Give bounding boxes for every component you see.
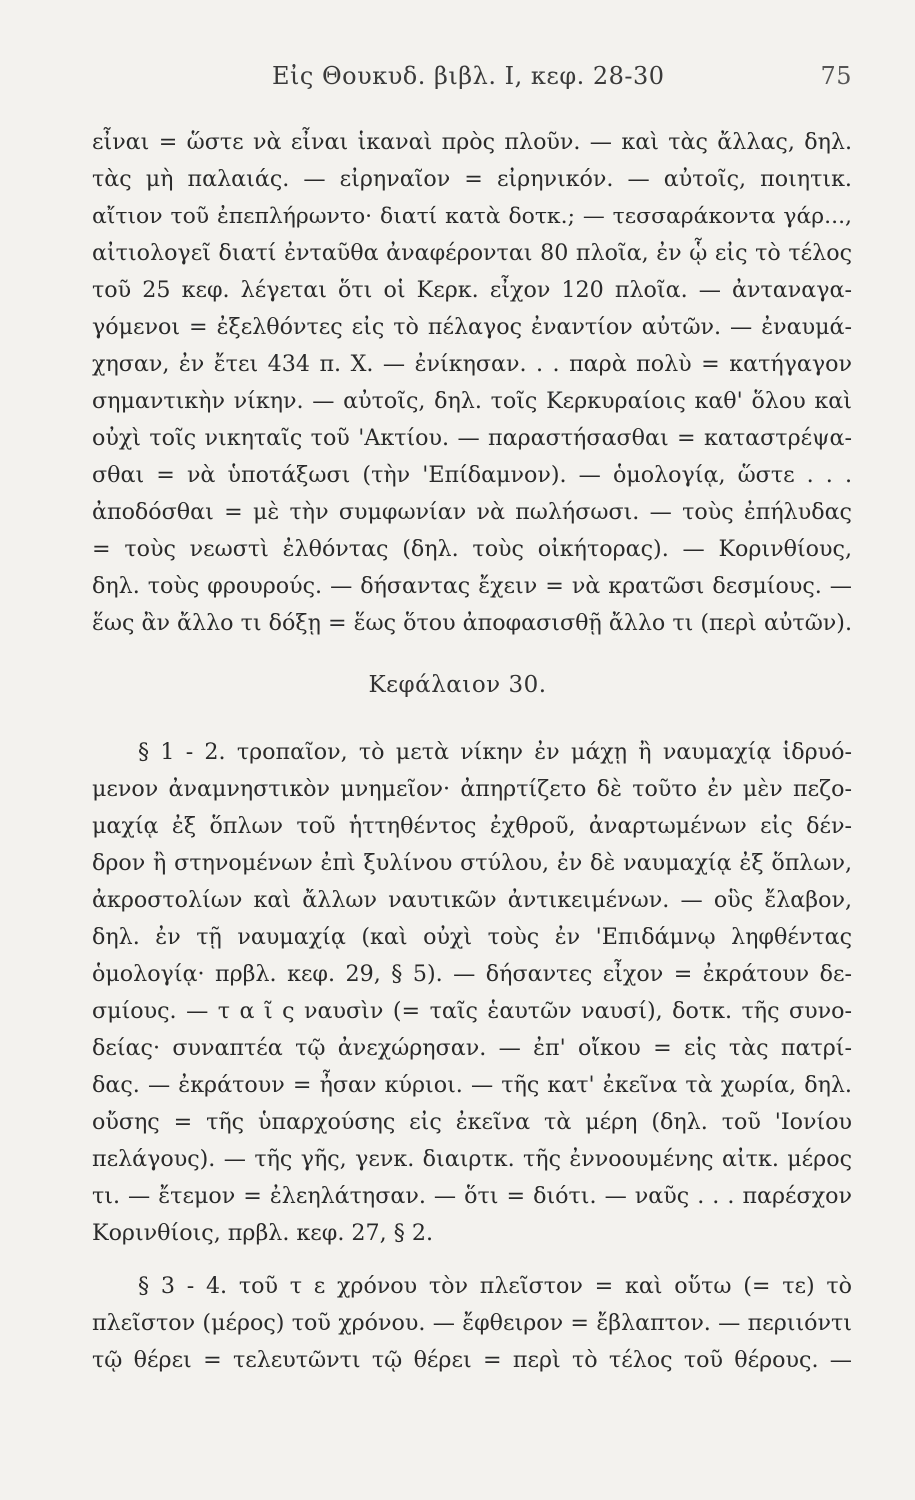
chapter-heading: Κεφάλαιον 30. — [368, 672, 547, 698]
running-title: Εἰς Θουκυδ. βιβλ. Ι, κεφ. 28-30 — [272, 62, 665, 90]
text-line: τοῦ 25 κεφ. λέγεται ὅτι οἱ Κερκ. εἶχον 120 πλοῖα. — ἀνταναγα- — [92, 277, 852, 303]
text-line: τι. — ἔτεμον = ἐλεηλάτησαν. — ὅτι = διότι. — ναῦς . . . παρέσχον — [92, 1183, 852, 1209]
page-header — [92, 62, 852, 102]
text-line: = τοὺς νεωστὶ ἐλθόντας (δηλ. τοὺς οἰκήτορας). — Κορινθίους, — [92, 536, 852, 562]
text-line: μενον ἀναμνηστικὸν μνημεῖον· ἀπηρτίζετο δὲ τοῦτο ἐν μὲν πεζο- — [92, 776, 852, 802]
text-line: τὰς μὴ παλαιάς. — εἰρηναῖον = εἰρηνικόν. — αὐτοῖς, ποιητικ. — [92, 166, 852, 192]
text-line: δηλ. τοὺς φρουρούς. — δήσαντας ἔχειν = νὰ κρατῶσι δεσμίους. — — [92, 573, 852, 599]
text-line: ἀκροστολίων καὶ ἄλλων ναυτικῶν ἀντικειμένων. — οὓς ἔλαβον, — [92, 887, 852, 913]
text-line: οὔσης = τῆς ὑπαρχούσης εἰς ἐκεῖνα τὰ μέρη (δηλ. τοῦ 'Ιονίου — [92, 1109, 852, 1135]
text-line: αἰτιολογεῖ διατί ἐνταῦθα ἀναφέρονται 80 πλοῖα, ἐν ᾧ εἰς τὸ τέλος — [92, 240, 852, 266]
text-line: τῷ θέρει = τελευτῶντι τῷ θέρει = περὶ τὸ τέλος τοῦ θέρους. — — [92, 1347, 852, 1373]
text-line: οὐχὶ τοῖς νικηταῖς τοῦ 'Ακτίου. — παραστήσασθαι = καταστρέψα- — [92, 425, 852, 451]
text-line: δας. — ἐκράτουν = ἦσαν κύριοι. — τῆς κατ' ἐκεῖνα τὰ χωρία, δηλ. — [92, 1072, 852, 1098]
text-line: Κορινθίοις, πρβλ. κεφ. 27, § 2. — [92, 1220, 434, 1246]
commentary-paragraph-3 — [92, 1268, 852, 1379]
text-line: § 1 - 2. τροπαῖον, τὸ μετὰ νίκην ἐν μάχῃ ἢ ναυμαχίᾳ ἱδρυό- — [138, 739, 852, 765]
text-line: μαχίᾳ ἐξ ὅπλων τοῦ ἡττηθέντος ἐχθροῦ, ἀναρτωμένων εἰς δέν- — [92, 813, 852, 839]
text-line: δείας· συναπτέα τῷ ἀνεχώρησαν. — ἐπ' οἴκου = εἰς τὰς πατρί- — [92, 1035, 852, 1061]
text-line: πλεῖστον (μέρος) τοῦ χρόνου. — ἔφθειρον = ἔβλαπτον. — περιιόντι — [92, 1310, 852, 1336]
page-number: 75 — [820, 62, 852, 90]
text-line: ἀποδόσθαι = μὲ τὴν συμφωνίαν νὰ πωλήσωσι. — τοὺς ἐπήλυδας — [92, 499, 852, 525]
text-line: δρον ἢ στηνομένων ἐπὶ ξυλίνου στύλου, ἐν δὲ ναυμαχίᾳ ἐξ ὅπλων, — [92, 850, 852, 876]
text-line: σμίους. — τ α ῖ ς ναυσὶν (= ταῖς ἑαυτῶν ναυσί), δοτκ. τῆς συνο- — [92, 998, 852, 1024]
text-line: πελάγους). — τῆς γῆς, γενκ. διαιρτκ. τῆς ἐννοουμένης αἰτκ. μέρος — [92, 1146, 852, 1172]
text-line: ὁμολογίᾳ· πρβλ. κεφ. 29, § 5). — δήσαντες εἶχον = ἐκράτουν δε- — [92, 961, 852, 987]
text-line: χησαν, ἐν ἔτει 434 π. Χ. — ἐνίκησαν. . . παρὰ πολὺ = κατήγαγον — [92, 351, 852, 377]
text-line: σθαι = νὰ ὑποτάξωσι (τὴν 'Επίδαμνον). — ὁμολογίᾳ, ὥστε . . . — [92, 462, 852, 488]
commentary-paragraph-1 — [92, 124, 852, 642]
text-line: ἕως ἂν ἄλλο τι δόξῃ = ἕως ὅτου ἀποφασισθῇ ἄλλο τι (περὶ αὐτῶν). — [92, 610, 852, 636]
commentary-paragraph-2 — [92, 734, 852, 1252]
text-line: γόμενοι = ἐξελθόντες εἰς τὸ πέλαγος ἐναντίον αὐτῶν. — ἐναυμά- — [92, 314, 852, 340]
text-line: § 3 - 4. τοῦ τ ε χρόνου τὸν πλεῖστον = καὶ οὕτω (= τε) τὸ — [138, 1273, 852, 1299]
text-line: εἶναι = ὥστε νὰ εἶναι ἱκαναὶ πρὸς πλοῦν. — καὶ τὰς ἄλλας, δηλ. — [92, 129, 852, 155]
text-line: σημαντικὴν νίκην. — αὐτοῖς, δηλ. τοῖς Κερκυραίοις καθ' ὅλου καὶ — [92, 388, 852, 414]
text-line: αἴτιον τοῦ ἐπεπλήρωντο· διατί κατὰ δοτκ.; — τεσσαράκοντα γάρ..., — [92, 204, 852, 229]
text-line: δηλ. ἐν τῇ ναυμαχίᾳ (καὶ οὐχὶ τοὺς ἐν 'Επιδάμνῳ ληφθέντας — [92, 924, 852, 950]
